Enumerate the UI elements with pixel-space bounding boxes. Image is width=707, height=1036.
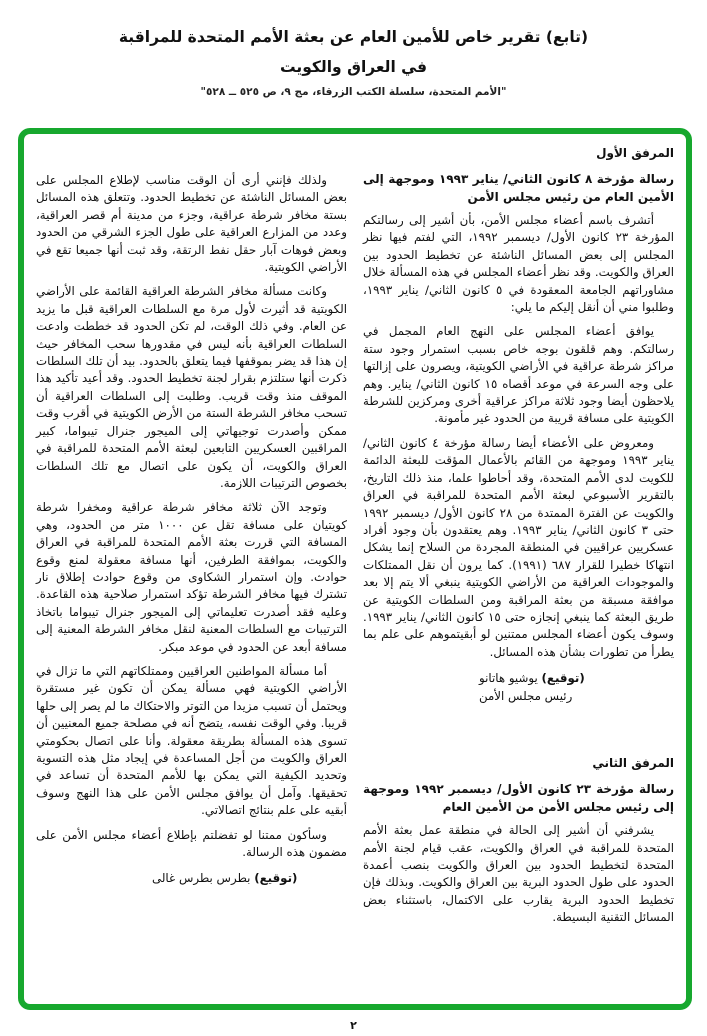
annex1-paragraph: أتشرف باسم أعضاء مجلس الأمن، بأن أشير إلى رسالتكم المؤرخة ٢٣ كانون الأول/ ديسمبر ١٩٩٢، التي لفتم فيها نظر المجلس إلى بعض المسائل الناشئة عن تخطيط الحدود بين العراق والكويت. وقد نظر أعضاء المجلس في هذه المسألة خلال مشاوراتهم الجامعة المعقودة في ٥ كانون الثاني/ يناير ١٩٩٣، وطلبوا مني أن أنقل إليكم ما يلي: bbox=[363, 213, 675, 315]
continuation-paragraph: وكانت مسألة مخافر الشرطة العراقية القائمة على الأراضي الكويتية قد أثيرت لأول مرة مع السلطات العراقية قبل ما يزيد عن العام. وفي ذلك الوقت، لم تكن الحدود قد خططت وادعت السلطات العراقية بأنه ليس في مقدورها سحب المخافر حيث إن هذا قد يضر بموقفها فيما يتعلق بالحدود. بيد أن تلك السلطات ذكرت أنها ستلتزم بقرار لجنة تخطيط الحدود. وقد أعيد تأكيد هذا الموقف منذ وقت قريب. وطلبت إلى السلطات العراقية أن تسحب مخافر الشرطة الستة من الأرض الكويتية في أقرب وقت ممكن وأصدرت توجيهاتي إلى الميجور جنرال تيبواما، كبير المراقبين العسكريين التابعين لبعثة الأمم المتحدة للمراقبة في العراق والكويت، أن يكون على اتصال مع تلك السلطات بخصوص الترتيبات اللازمة. bbox=[36, 284, 347, 490]
page-header bbox=[0, 22, 707, 98]
annex2-paragraph: يشرفني أن أشير إلى الحالة في منطقة عمل بعثة الأمم المتحدة للمراقبة في العراق والكويت، عقب قيام لجنة الأمم المتحدة لتخطيط الحدود بين العراق والكويت بنصب أعمدة الحدود على طول الحدود البرية بين العراق والكويت. وبذلك فإن تخطيط الحدود البرية يقارب على الاكتمال، باستثناء بعض المسائل التقنية البسيطة. bbox=[363, 823, 674, 925]
continuation-paragraph: وتوجد الآن ثلاثة مخافر شرطة عراقية ومخفرا شرطة كويتيان على مسافة تقل عن ١٠٠٠ متر من الحدود، وهي المسافة التي قررت بعثة الأمم المتحدة للمراقبة في العراق والكويت، بموافقة الطرفين، أنها مسافة معقولة لمنع وقوع حوادث. وإن استمرار الشكاوى من وقوع حوادث إطلاق نار تشترك فيها مخافر الشرطة تؤكد استمرار صلاحية هذه القاعدة. وعليه فقد أصدرت تعليماتي إلى الميجور جنرال تيبواما باتخاذ الترتيبات مع السلطات المعنية لنقل مخافر الشرطة المعنية إلى مسافة أبعد عن الحدود في موعد مبكر. bbox=[36, 500, 347, 654]
column-right bbox=[363, 145, 674, 994]
page-number: ٢ bbox=[350, 1019, 357, 1032]
annex1-heading: المرفق الأول bbox=[596, 146, 674, 160]
source-citation: "الأمم المتحدة، سلسلة الكتب الزرقاء، مج ٩، ص ٥٢٥ ــ ٥٢٨" bbox=[200, 86, 507, 98]
continuation-paragraph: ولذلك فإنني أرى أن الوقت مناسب لإطلاع المجلس على بعض المسائل الناشئة عن تخطيط الحدود. وتتعلق هذه المسائل بستة مخافر شرطة عراقية، وجزء من مدينة أم قصر العراقية، وعدد من المزارع العراقية على طول الجزء الشرقي من الحدود وبعض فوهات آبار حقل نفط الرتقة، وقد ثبت أنها جميعا تقع في الأراضي الكويتية. bbox=[36, 173, 347, 275]
signature-line bbox=[479, 671, 585, 685]
signature-label: (توقيع) bbox=[254, 871, 298, 886]
signature-role: رئيس مجلس الأمن bbox=[479, 689, 573, 704]
annex1-paragraph: ومعروض على الأعضاء أيضا رسالة مؤرخة ٤ كانون الثاني/ يناير ١٩٩٣ وموجهة من القائم بالأعمال المؤقت للبعثة الدائمة للكويت لدى الأمم المتحدة، وقد أحاطوا علما، منذ ذلك التاريخ، بالتقرير الأسبوعي لبعثة الأمم المتحدة للمراقبة في العراق والكويت عن الفترة الممتدة من ٢٨ كانون الأول/ ديسمبر ١٩٩٢ حتى ٣ كانون الثاني/ يناير ١٩٩٣. وهم يعتقدون بأن وجود أفراد عسكريين عراقيين في المنطقة المجردة من السلاح إنما يشكل انتهاكا خطيرا للقرار ٦٨٧ (١٩٩١). كما يرون أن نقل الممتلكات والموجودات العراقية من الأراضي الكويتية ينبغي ألا يتم إلا بعد موافقة مسبقة من بعثة المراقبة ومن السلطات الكويتية عن طريق البعثة كما ينبغي إنجازه حتى ١٥ كانون الثاني/ يناير ١٩٩٣. وسوف يكون أعضاء المجلس ممتنين لو أبقيتموهم على علم بما يطرأ من تطورات بشأن هذه المسائل. bbox=[363, 435, 675, 659]
content-frame bbox=[18, 128, 692, 1010]
signature-label: (توقيع) bbox=[541, 671, 585, 686]
annex1-signature-block bbox=[363, 669, 674, 705]
continuation-paragraph: وسأكون ممتنا لو تفضلتم بإطلاع أعضاء مجلس الأمن على مضمون هذه الرسالة. bbox=[36, 827, 347, 860]
report-title-line1: (تابع) تقرير خاص للأمين العام عن بعثة الأمم المتحدة للمراقبة bbox=[118, 28, 589, 46]
continuation-paragraph: أما مسألة المواطنين العراقيين وممتلكاتهم التي ما تزال في الأراضي الكويتية فهي مسألة يمكن أن تكون غير مستقرة ويحتمل أن تسبب مزيدا من التوتر والاحتكاك ما لم يصر إلى حلها قريبا. وفي الوقت نفسه، يتضح أنه في مصلحة جميع المعنيين أن تسوى هذه المسألة بطريقة معقولة. وأنا على اتصال بحكومتي العراق والكويت من أجل المساعدة في إيجاد مثل هذه التسوية وتحديد الكيفية التي يمكن بها للأمم المتحدة أن تساعد في تحقيقها. وآمل أن يوافق مجلس الأمن على هذا النهج وسوف أبقيه على علم بنتائج اتصالاتي. bbox=[36, 663, 347, 818]
section-gap bbox=[363, 715, 674, 755]
continuation-signature-block bbox=[36, 869, 347, 887]
annex2-letter-title: رسالة مؤرخة ٢٣ كانون الأول/ ديسمبر ١٩٩٢ وموجهة إلى رئيس مجلس الأمن من الأمين العام bbox=[363, 782, 675, 815]
annex1-paragraph: يوافق أعضاء المجلس على النهج العام المجمل في رسالتكم. وهم قلقون بوجه خاص بسبب استمرار وجود ستة مراكز شرطة عراقية في الأراضي الكويتية، ويصرون على إزالتها على وجه السرعة في موعد أقصاه ١٥ كانون الثاني/ يناير. وهم يلاحظون أيضا وجود ثلاثة مراكز عراقية أخرى ومركزين للشرطة الكويتية على مسافة قريبة من الحدود غير مأمونة. bbox=[363, 324, 674, 426]
signature-name: يوشيو هاتانو bbox=[479, 671, 538, 686]
column-left bbox=[36, 145, 347, 994]
signature-line bbox=[152, 871, 297, 885]
two-column-layout bbox=[24, 134, 686, 1004]
annex1-letter-title: رسالة مؤرخة ٨ كانون الثاني/ يناير ١٩٩٣ وموجهة إلى الأمين العام من رئيس مجلس الأمن bbox=[363, 172, 675, 204]
report-title-line2: في العراق والكويت bbox=[279, 58, 428, 76]
annex2-heading: المرفق الثاني bbox=[592, 756, 674, 771]
signature-name: بطرس بطرس غالى bbox=[152, 871, 251, 886]
